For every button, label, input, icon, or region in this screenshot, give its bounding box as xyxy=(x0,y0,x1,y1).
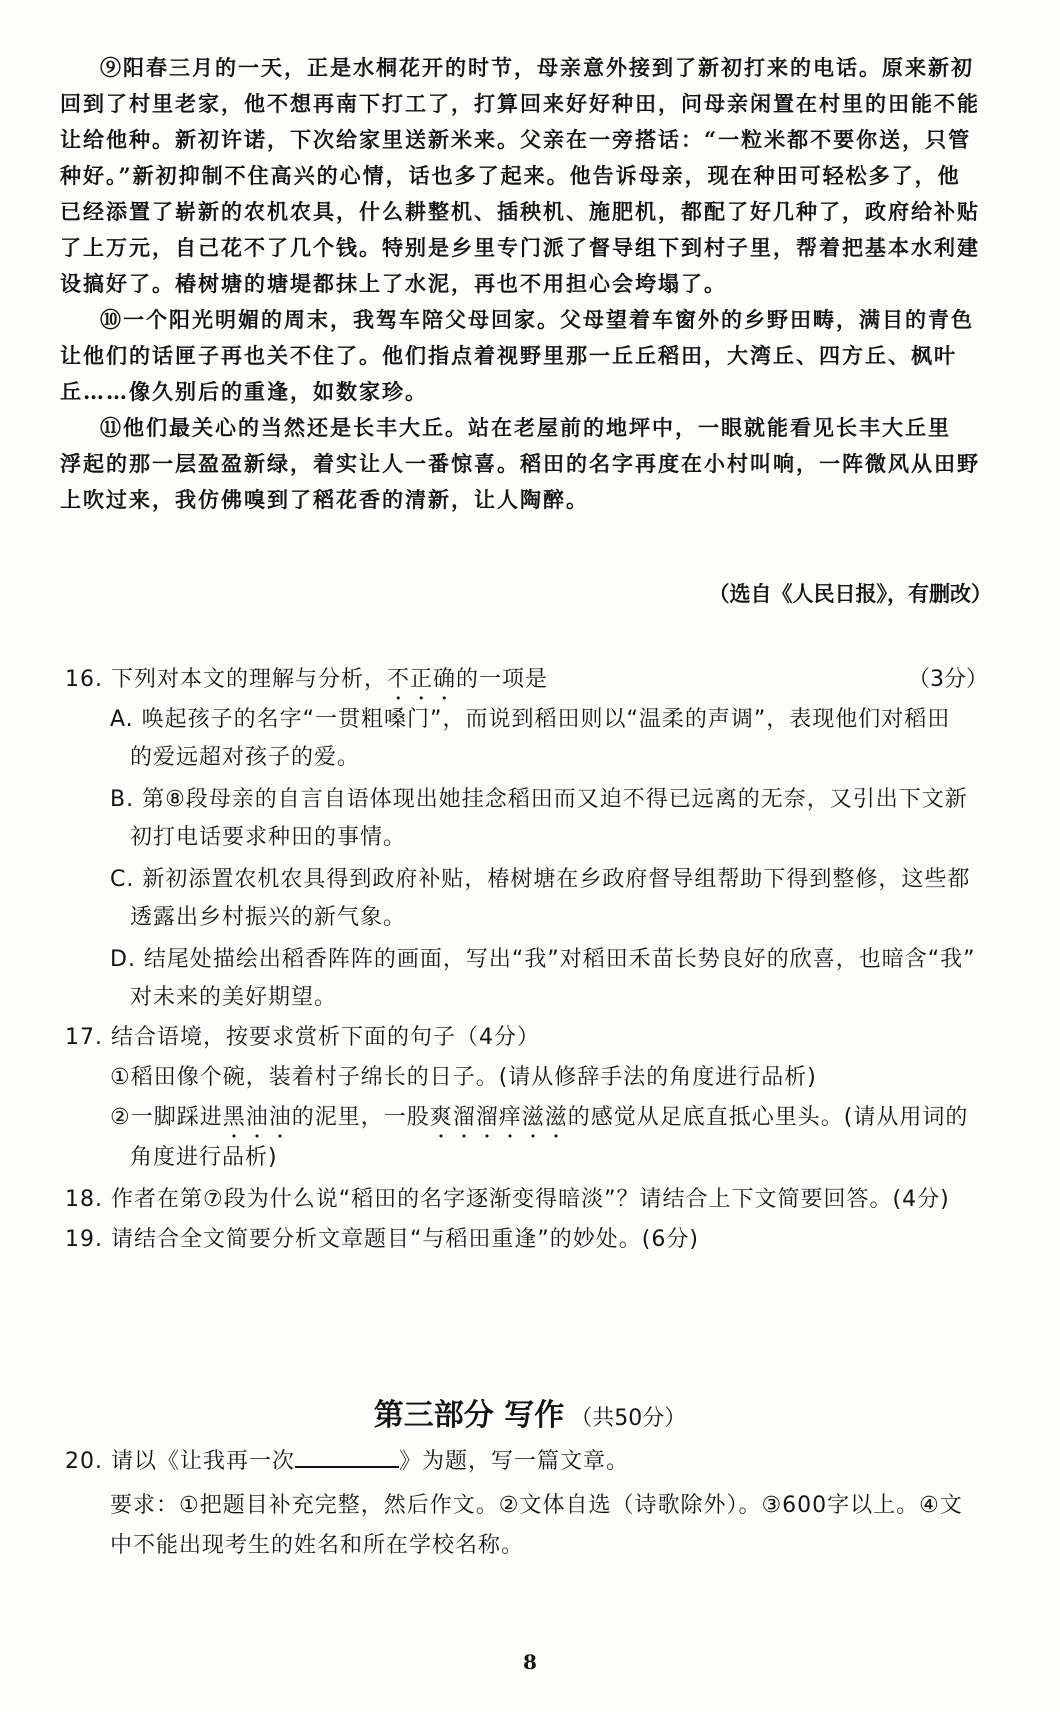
passage-line: 了上万元，自己花不了几个钱。特别是乡里专门派了督导组下到村子里，帮着把基本水利建 xyxy=(60,235,980,260)
passage-line: 让给他种。新初许诺，下次给家里送新米来。父亲在一旁搭话：“一粒米都不要你送，只管 xyxy=(60,127,972,152)
question-text: 的泥里，一股 xyxy=(291,1105,430,1130)
question-20-requirements: 要求：①把题目补充完整，然后作文。②文体自选（诗歌除外）。③600字以上。④文 xyxy=(110,1493,963,1518)
passage-line: 回到了村里老家，他不想再南下打工了，打算回来好好种田，问母亲闲置在村里的田能不能 xyxy=(60,91,980,116)
question-17-sentence-2-cont: 角度进行品析) xyxy=(130,1145,278,1170)
question-text: ②一脚踩进 xyxy=(110,1105,223,1130)
passage-line: ⑪他们最关心的当然还是长丰大丘。站在老屋前的地坪中，一眼就能看见长丰大丘里 xyxy=(100,415,951,440)
question-19: 19. 请结合全文简要分析文章题目“与稻田重逢”的妙处。(6分) xyxy=(65,1227,699,1252)
option-c-cont: 透露出乡村振兴的新气象。 xyxy=(130,905,407,930)
option-d: D. 结尾处描绘出稻香阵阵的画面，写出“我”对稻田禾苗长势良好的欣喜，也暗含“我” xyxy=(110,947,976,972)
question-20-stem xyxy=(65,1444,1005,1480)
passage-line: 设搞好了。椿树塘的塘堤都抹上了水泥，再也不用担心会垮塌了。 xyxy=(60,271,727,296)
question-17-stem: 17. 结合语境，按要求赏析下面的句子（4分） xyxy=(65,1025,540,1050)
passage-source: （选自《人民日报》，有删改） xyxy=(708,581,992,606)
question-17-sentence-2 xyxy=(110,1100,1050,1143)
emphasized-text: 爽溜溜痒滋滋 xyxy=(429,1105,568,1130)
passage-line: 上吹过来，我仿佛嗅到了稻花香的清新，让人陶醉。 xyxy=(60,487,589,512)
question-text: 16. 下列对本文的理解与分析， xyxy=(65,667,387,692)
emphasized-text: 黑油油 xyxy=(222,1105,292,1130)
question-text: 》为题，写一篇文章。 xyxy=(398,1449,629,1474)
passage-line: 种好。”新初抑制不住高兴的心情，话也多了起来。他告诉母亲，现在种田可轻松多了，他 xyxy=(60,163,961,188)
question-18: 18. 作者在第⑦段为什么说“稻田的名字逐渐变得暗淡”？请结合上下文简要回答。(4分) xyxy=(65,1187,950,1212)
option-b-cont: 初打电话要求种田的事情。 xyxy=(130,825,407,850)
question-text: 的感觉从足底直抵心里头。(请从用词的 xyxy=(567,1105,969,1130)
option-a-cont: 的爱远超对孩子的爱。 xyxy=(130,745,361,770)
option-a: A. 唤起孩子的名字“一贯粗嗓门”，而说到稻田则以“温柔的声调”，表现他们对稻田 xyxy=(110,707,951,732)
passage-line: ⑩一个阳光明媚的周末，我驾车陪父母回家。父母望着车窗外的乡野田畴，满目的青色 xyxy=(100,307,974,332)
passage-line: 浮起的那一层盈盈新绿，着实让人一番惊喜。稻田的名字再度在小村叫响，一阵微风从田野 xyxy=(60,451,980,476)
question-20-requirements-cont: 中不能出现考生的姓名和所在学校名称。 xyxy=(110,1533,525,1558)
emphasized-text: 不正确 xyxy=(386,667,456,692)
question-16-score: （3分） xyxy=(908,667,988,692)
passage-line: 丘……像久别后的重逢，如数家珍。 xyxy=(60,379,428,404)
question-text: 的一项是 xyxy=(456,667,549,692)
section-score: （共50分） xyxy=(570,1406,687,1431)
passage-line: 让他们的话匣子再也关不住了。他们指点着视野里那一丘丘稻田，大湾丘、四方丘、枫叶 xyxy=(60,343,957,368)
section-3-title xyxy=(0,1390,1060,1434)
passage-line: ⑨阳春三月的一天，正是水桐花开的时节，母亲意外接到了新初打来的电话。原来新初 xyxy=(100,55,974,80)
option-c: C. 新初添置农机农具得到政府补贴，椿树塘在乡政府督导组帮助下得到整修，这些都 xyxy=(110,867,971,892)
option-b: B. 第⑧段母亲的自言自语体现出她挂念稻田而又迫不得已远离的无奈，又引出下文新 xyxy=(110,787,968,812)
passage-line: 已经添置了崭新的农机农具，什么耕整机、插秧机、施肥机，都配了好几种了，政府给补贴 xyxy=(60,199,980,224)
question-17-sentence-1: ①稻田像个碗，装着村子绵长的日子。(请从修辞手法的角度进行品析) xyxy=(110,1065,817,1090)
title-blank xyxy=(295,1444,399,1468)
question-text: 20. 请以《让我再一次 xyxy=(65,1449,295,1474)
question-16-stem xyxy=(65,662,1005,705)
page-number: 8 xyxy=(523,1650,537,1674)
section-title-text: 第三部分 写作 xyxy=(373,1398,565,1433)
option-d-cont: 对未来的美好期望。 xyxy=(130,985,338,1010)
